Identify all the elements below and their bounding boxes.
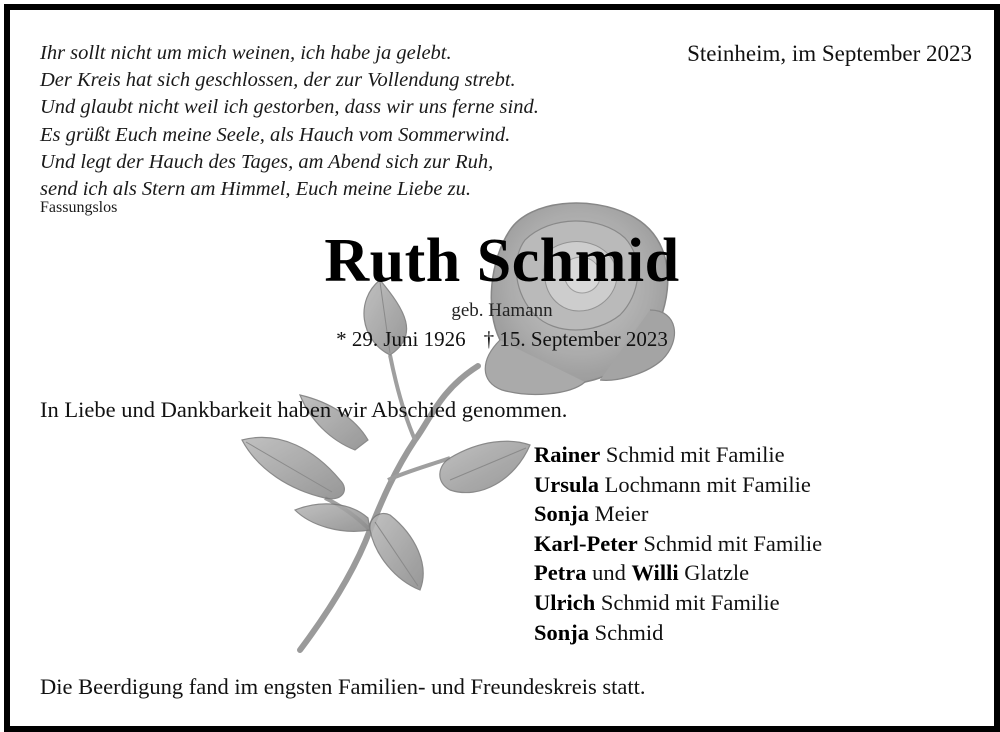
mourner-rest: Lochmann mit Familie bbox=[599, 471, 811, 497]
mourner-rest: Glatzle bbox=[678, 560, 750, 586]
signoff-text: Fassungslos bbox=[40, 199, 118, 216]
mourner-rest: Meier bbox=[589, 501, 649, 527]
mourners-list bbox=[534, 440, 822, 647]
birth-name: geb. Hamann bbox=[451, 300, 553, 321]
mourner-entry bbox=[534, 499, 822, 529]
poem bbox=[40, 40, 539, 203]
death-date: † 15. September 2023 bbox=[483, 327, 668, 351]
mourner-first-name: Willi bbox=[631, 560, 679, 586]
funeral-note: Die Beerdigung fand im engsten Familien- und Freundeskreis statt. bbox=[40, 674, 646, 699]
mourner-rest: Schmid mit Familie bbox=[637, 530, 823, 556]
mourner-entry bbox=[534, 558, 822, 588]
mourner-first-name: Sonja bbox=[534, 501, 590, 527]
life-dates bbox=[10, 327, 994, 352]
poem-line: Ihr sollt nicht um mich weinen, ich habe ja gelebt. bbox=[40, 42, 452, 64]
deceased-name: Ruth Schmid bbox=[324, 227, 680, 295]
mourner-entry bbox=[534, 588, 822, 618]
mourner-rest: Schmid mit Familie bbox=[600, 442, 785, 467]
poem-line: Und legt der Hauch des Tages, am Abend sich zur Ruh, bbox=[40, 150, 494, 173]
mourner-first-name: Rainer bbox=[534, 442, 601, 467]
mourner-connector: und bbox=[586, 560, 632, 586]
mourner-entry bbox=[534, 440, 822, 470]
mourner-first-name: Sonja bbox=[534, 619, 590, 645]
poem-line: Und glaubt nicht weil ich gestorben, dass wir uns ferne sind. bbox=[40, 96, 539, 119]
farewell-text: In Liebe und Dankbarkeit haben wir Abschied genommen. bbox=[40, 397, 568, 422]
mourner-first-name: Petra bbox=[534, 560, 587, 586]
mourner-first-name: Ulrich bbox=[534, 589, 596, 615]
mourner-rest: Schmid mit Familie bbox=[595, 589, 780, 615]
place-date: Steinheim, im September 2023 bbox=[687, 41, 972, 66]
mourner-rest: Schmid bbox=[589, 619, 664, 645]
mourner-first-name: Ursula bbox=[534, 471, 600, 497]
mourner-entry bbox=[534, 470, 822, 500]
mourner-first-name: Karl-Peter bbox=[534, 530, 638, 556]
obituary-notice bbox=[4, 4, 1000, 732]
birth-date: * 29. Juni 1926 bbox=[336, 327, 466, 351]
mourner-entry bbox=[534, 618, 822, 648]
mourner-entry bbox=[534, 529, 822, 559]
poem-line: send ich als Stern am Himmel, Euch meine Liebe zu. bbox=[40, 178, 471, 201]
poem-line: Der Kreis hat sich geschlossen, der zur Vollendung strebt. bbox=[40, 69, 516, 92]
poem-line: Es grüßt Euch meine Seele, als Hauch vom Sommerwind. bbox=[40, 123, 511, 146]
